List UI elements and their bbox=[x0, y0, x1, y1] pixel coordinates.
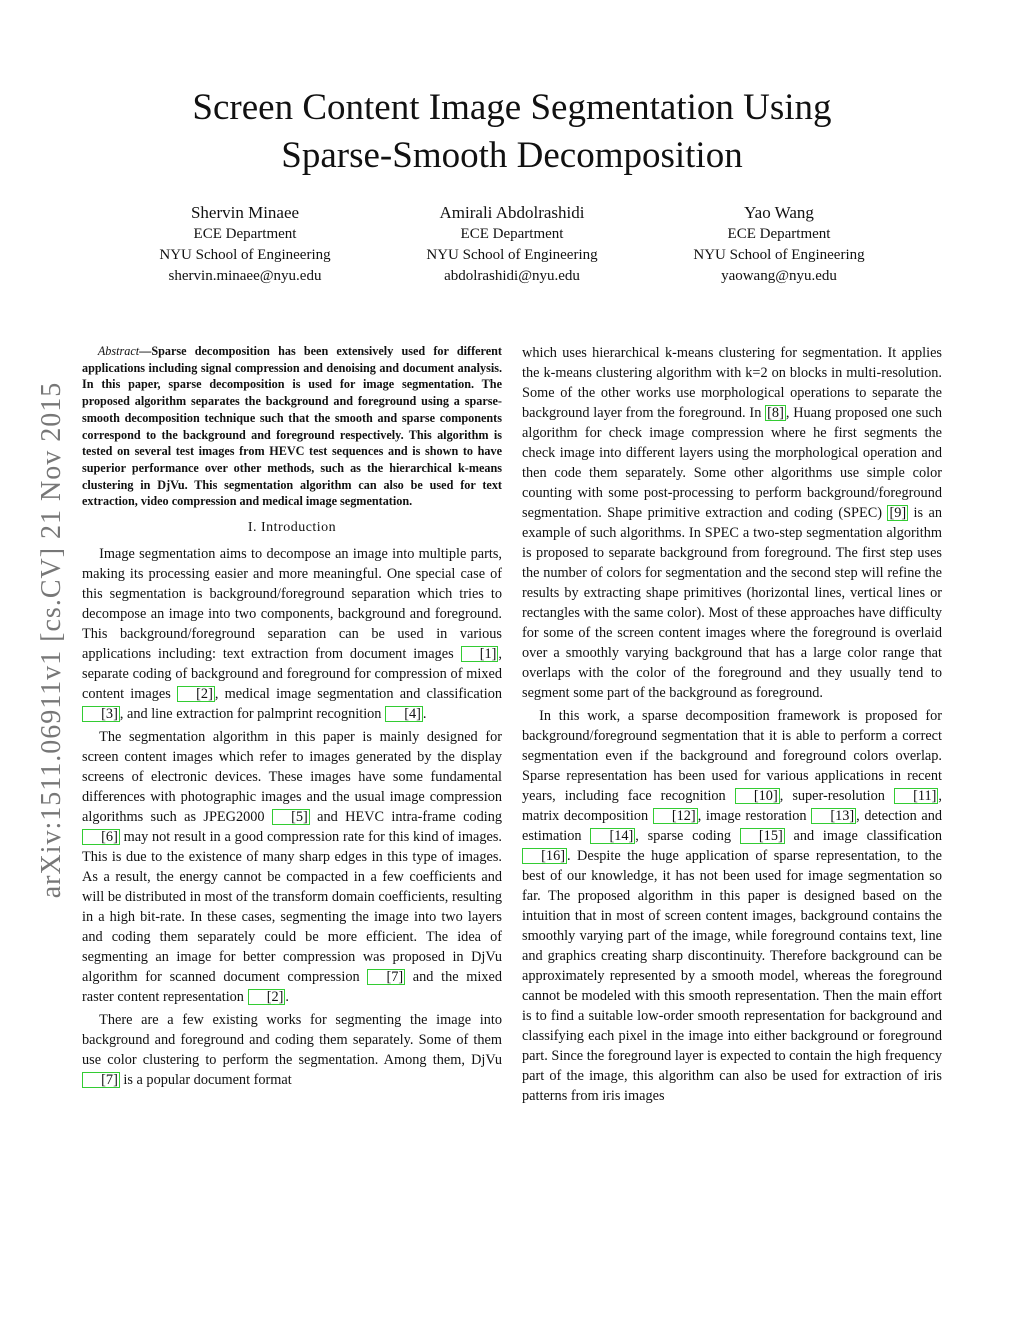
intro-paragraph-4 bbox=[522, 343, 942, 703]
text-run: . bbox=[285, 989, 289, 1006]
citation-link[interactable]: [13] bbox=[811, 808, 856, 824]
author-1 bbox=[112, 202, 378, 287]
citation-link[interactable]: [12] bbox=[653, 808, 698, 824]
section-heading-introduction: I. Introduction bbox=[247, 520, 337, 536]
citation-link[interactable]: [14] bbox=[590, 828, 635, 844]
text-run: . bbox=[422, 706, 427, 723]
text-run: , separate coding of background and foreground for compression of mixed content images bbox=[82, 646, 502, 703]
intro-paragraph-5 bbox=[522, 706, 942, 1106]
citation-link[interactable]: [15] bbox=[740, 828, 785, 844]
citation-link[interactable]: [4] bbox=[385, 706, 423, 722]
author-2 bbox=[379, 202, 645, 287]
paper-title bbox=[0, 84, 1024, 180]
citation-link[interactable]: [5] bbox=[272, 809, 310, 825]
arxiv-identifier: arXiv:1511.06911v1 [cs.CV] 21 Nov 2015 bbox=[36, 381, 67, 899]
text-run: . Despite the huge application of sparse representation, to the best of our knowledge, it has not been used for image segmentation so far. The proposed algorithm in this paper is designed based on the intuition that in most of screen content images, background contains the smoothly varying part of the image, while foreground contains text, line and graphics creating sharp discontinuity. Therefore background can be approximately represented by a smooth model, whereas the foreground cannot be modeled with this smooth representation. Then the main effort is to find a suitable low-order smooth representation for background and classifying each pixel in the image into either background or foreground part. Since the foreground layer is expected to contain the high frequency part of the image, this algorithm can also be used for extraction of iris patterns from iris images bbox=[522, 848, 943, 1104]
author-3 bbox=[646, 202, 912, 287]
abstract-label: Abstract bbox=[97, 344, 140, 358]
abstract bbox=[82, 343, 502, 510]
author-department: ECE Department bbox=[727, 226, 831, 242]
text-run: The segmentation algorithm in this paper is mainly designed for screen content images which refer to images generated by the display screens of electronic devices. These images have some fundamental differences with photographic images and the usual image compression algorithms such as JPEG2000 bbox=[82, 729, 502, 826]
title-line-1: Screen Content Image Segmentation Using bbox=[192, 87, 832, 128]
abstract-text: —Sparse decomposition has been extensively used for different applications including signal compression and denoising and document analysis. In this paper, sparse decomposition is used for image segmentation. The proposed algorithm separates the background and foreground using a sparse-smooth decomposition technique such that the smooth and sparse components correspond to the background and foreground respectively. This algorithm is tested on several test images from HEVC test sequences and is shown to have superior performance over other methods, such as the hierarchical k-means clustering in DjVu. This segmentation algorithm can also be used for text extraction, video compression and medical image segmentation. bbox=[82, 344, 502, 509]
citation-link[interactable]: [11] bbox=[894, 788, 938, 804]
author-block bbox=[112, 202, 912, 287]
text-run: and the mixed raster content representation bbox=[82, 969, 502, 1006]
text-run: , detection and estimation bbox=[522, 808, 942, 844]
text-run: and HEVC intra-frame coding bbox=[309, 809, 502, 826]
intro-paragraph-2 bbox=[82, 727, 502, 1007]
citation-link[interactable]: [6] bbox=[82, 829, 120, 845]
title-line-2: Sparse-Smooth Decomposition bbox=[281, 135, 743, 176]
author-school: NYU School of Engineering bbox=[426, 247, 598, 263]
text-run: There are a few existing works for segmenting the image into background and foreground and coding them separately. Some of them use color clustering to perform the segmentation. Among them, DjVu bbox=[82, 1012, 502, 1069]
author-department: ECE Department bbox=[193, 226, 297, 242]
citation-link[interactable]: [2] bbox=[177, 686, 215, 702]
author-school: NYU School of Engineering bbox=[693, 247, 865, 263]
citation-link[interactable]: [7] bbox=[82, 1072, 120, 1088]
citation-link[interactable]: [2] bbox=[248, 989, 286, 1005]
text-run: , medical image segmentation and classification bbox=[214, 686, 502, 703]
citation-link[interactable]: [8] bbox=[767, 405, 784, 421]
text-run: , Huang proposed one such algorithm for check image compression where he first segments the check image into different layers using the morphological operation and then code them separately. Some other algorithms use simple color counting with some post-processing to perform background/foreground segmentation. Shape primitive extraction and coding (SPEC) bbox=[522, 405, 942, 521]
text-run: may not result in a good compression rate for this kind of images. This is due to the existence of many sharp edges in this type of images. As a result, the energy cannot be compacted in a few coefficients and will be distributed in most of the transform domain coefficients, resulting in a high bit-rate. In these cases, segmenting the image into two layers and coding them separately could be more efficient. The idea of segmenting an image for better compression was proposed in DjVu algorithm for scanned document compression bbox=[82, 829, 502, 986]
text-run: In this work, a sparse decomposition framework is proposed for background/foreground segmentation that it is able to perform a correct segmentation even if the background and foreground colors overlap. Sparse representation has been used for various applications in recent years, including face recognition bbox=[522, 708, 942, 804]
left-column bbox=[82, 343, 502, 1090]
author-name: Amirali Abdolrashidi bbox=[439, 203, 585, 222]
citation-link[interactable]: [9] bbox=[889, 505, 907, 521]
text-run: , super-resolution bbox=[779, 788, 894, 804]
author-email: abdolrashidi@nyu.edu bbox=[444, 268, 580, 284]
text-run: Image segmentation aims to decompose an image into multiple parts, making its processing easier and more meaningful. One special case of this segmentation is background/foreground separation which tries to decompose an image into two components, background and foreground. This background/foreground separation can be used in various applications including: text extraction from document images bbox=[82, 546, 502, 663]
text-run: , matrix decomposition bbox=[522, 788, 942, 824]
author-email: yaowang@nyu.edu bbox=[721, 268, 837, 284]
text-run: , sparse coding bbox=[635, 828, 740, 844]
text-run: is a popular document format bbox=[119, 1072, 292, 1089]
author-name: Yao Wang bbox=[744, 203, 814, 222]
author-name: Shervin Minaee bbox=[190, 203, 300, 222]
author-school: NYU School of Engineering bbox=[159, 247, 331, 263]
citation-link[interactable]: [10] bbox=[735, 788, 780, 804]
author-email: shervin.minaee@nyu.edu bbox=[168, 268, 322, 284]
citation-link[interactable]: [7] bbox=[367, 969, 405, 985]
text-run: is an example of such algorithms. In SPEC a two-step segmentation algorithm is proposed to separate background from foreground. The first step uses the number of colors for segmentation and the second step will refine the results by extracting shape primitives (horizontal lines, vertical lines or rectangles with the same color). Most of these approaches have difficulty for some of the screen content images where the foreground is overlaid over a smoothly varying background that has a large color range that overlaps with the color of the foreground and they usually tend to segment some part of the background as foreground. bbox=[522, 505, 942, 701]
text-run: which uses hierarchical k-means clustering for segmentation. It applies the k-means clustering algorithm with k=2 on blocks in multi-resolution. Some of the other works use morphological operations to separate the background layer from the foreground. In bbox=[522, 345, 942, 421]
intro-paragraph-1 bbox=[82, 544, 502, 724]
author-department: ECE Department bbox=[460, 226, 564, 242]
text-run: , and line extraction for palmprint recognition bbox=[119, 706, 386, 723]
text-run: , image restoration bbox=[697, 808, 812, 824]
citation-link[interactable]: [16] bbox=[522, 848, 567, 864]
text-run: and image classification bbox=[784, 828, 942, 844]
intro-paragraph-3 bbox=[82, 1010, 502, 1090]
citation-link[interactable]: [1] bbox=[461, 646, 499, 662]
right-column bbox=[522, 343, 942, 1106]
citation-link[interactable]: [3] bbox=[82, 706, 120, 722]
